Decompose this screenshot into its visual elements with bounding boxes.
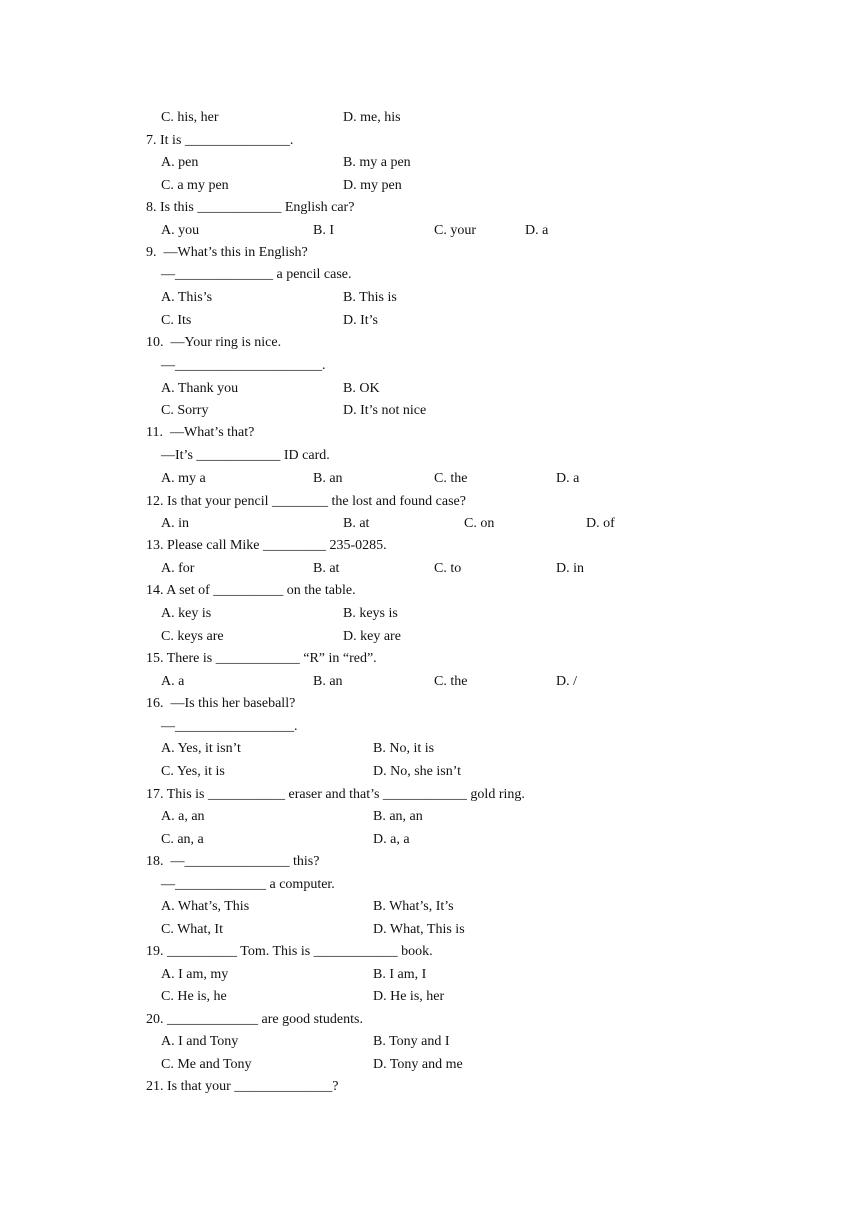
answer-option: C. your: [434, 223, 476, 238]
answer-option: C. keys are: [161, 629, 224, 644]
answer-option: B. at: [343, 516, 370, 531]
answer-option: C. Sorry: [161, 403, 209, 418]
answer-option: D. He is, her: [373, 989, 445, 1004]
answer-option: D. of: [586, 516, 615, 531]
question-stem: 19. __________ Tom. This is ____________ book.: [146, 944, 433, 959]
answer-option: B. Tony and I: [373, 1034, 450, 1049]
answer-option: B. an, an: [373, 809, 423, 824]
answer-option: A. a, an: [161, 809, 205, 824]
answer-option: A. a: [161, 674, 185, 689]
answer-option: D. a, a: [373, 832, 410, 847]
answer-option: B. This is: [343, 290, 397, 305]
answer-option: A. This’s: [161, 290, 213, 305]
answer-option: A. I am, my: [161, 967, 229, 982]
answer-option: A. my a: [161, 471, 206, 486]
answer-option: D. me, his: [343, 110, 401, 125]
answer-option: D. key are: [343, 629, 401, 644]
answer-option: D. Tony and me: [373, 1057, 463, 1072]
answer-option: A. for: [161, 561, 195, 576]
dialogue-response: —It’s ____________ ID card.: [161, 448, 330, 463]
answer-option: C. He is, he: [161, 989, 227, 1004]
answer-option: D. It’s: [343, 313, 378, 328]
answer-option: C. an, a: [161, 832, 204, 847]
answer-option: A. you: [161, 223, 200, 238]
question-stem: 20. _____________ are good students.: [146, 1012, 363, 1027]
answer-option: D. a: [525, 223, 549, 238]
answer-option: B. OK: [343, 381, 380, 396]
question-stem: 11. —What’s that?: [146, 425, 255, 440]
answer-option: D. a: [556, 471, 580, 486]
question-stem: 10. —Your ring is nice.: [146, 335, 282, 350]
answer-option: B. keys is: [343, 606, 398, 621]
answer-option: C. on: [464, 516, 495, 531]
answer-option: C. to: [434, 561, 462, 576]
question-stem: 14. A set of __________ on the table.: [146, 583, 356, 598]
answer-option: A. What’s, This: [161, 899, 250, 914]
dialogue-response: —_________________.: [161, 719, 298, 734]
answer-option: B. at: [313, 561, 340, 576]
answer-option: C. Its: [161, 313, 192, 328]
answer-option: D. What, This is: [373, 922, 465, 937]
answer-option: D. It’s not nice: [343, 403, 427, 418]
answer-option: B. No, it is: [373, 741, 435, 756]
question-stem: 13. Please call Mike _________ 235-0285.: [146, 538, 387, 553]
question-stem: 15. There is ____________ “R” in “red”.: [146, 651, 377, 666]
answer-option: C. Me and Tony: [161, 1057, 252, 1072]
question-stem: 17. This is ___________ eraser and that’s ____________ gold ring.: [146, 787, 525, 802]
dialogue-response: —______________ a pencil case.: [161, 267, 352, 282]
answer-option: D. /: [556, 674, 577, 689]
dialogue-response: —_____________________.: [161, 358, 326, 373]
answer-option: A. Yes, it isn’t: [161, 741, 241, 756]
answer-option: C. What, It: [161, 922, 223, 937]
answer-option: D. my pen: [343, 178, 402, 193]
question-stem: 8. Is this ____________ English car?: [146, 200, 355, 215]
answer-option: D. in: [556, 561, 584, 576]
dialogue-response: —_____________ a computer.: [161, 877, 335, 892]
answer-option: A. I and Tony: [161, 1034, 239, 1049]
answer-option: B. What’s, It’s: [373, 899, 454, 914]
answer-option: B. I: [313, 223, 334, 238]
question-stem: 18. —_______________ this?: [146, 854, 320, 869]
answer-option: B. an: [313, 674, 343, 689]
answer-option: A. pen: [161, 155, 199, 170]
answer-option: C. Yes, it is: [161, 764, 225, 779]
answer-option: A. in: [161, 516, 189, 531]
question-stem: 7. It is _______________.: [146, 133, 294, 148]
answer-option: B. an: [313, 471, 343, 486]
answer-option: C. the: [434, 674, 468, 689]
answer-option: A. key is: [161, 606, 212, 621]
answer-option: D. No, she isn’t: [373, 764, 462, 779]
answer-option: C. a my pen: [161, 178, 229, 193]
answer-option: A. Thank you: [161, 381, 239, 396]
question-stem: 16. —Is this her baseball?: [146, 696, 296, 711]
question-stem: 21. Is that your ______________?: [146, 1079, 339, 1094]
question-stem: 9. —What’s this in English?: [146, 245, 308, 260]
question-stem: 12. Is that your pencil ________ the lost and found case?: [146, 494, 466, 509]
answer-option: B. my a pen: [343, 155, 411, 170]
answer-option: B. I am, I: [373, 967, 427, 982]
answer-option: C. his, her: [161, 110, 219, 125]
answer-option: C. the: [434, 471, 468, 486]
